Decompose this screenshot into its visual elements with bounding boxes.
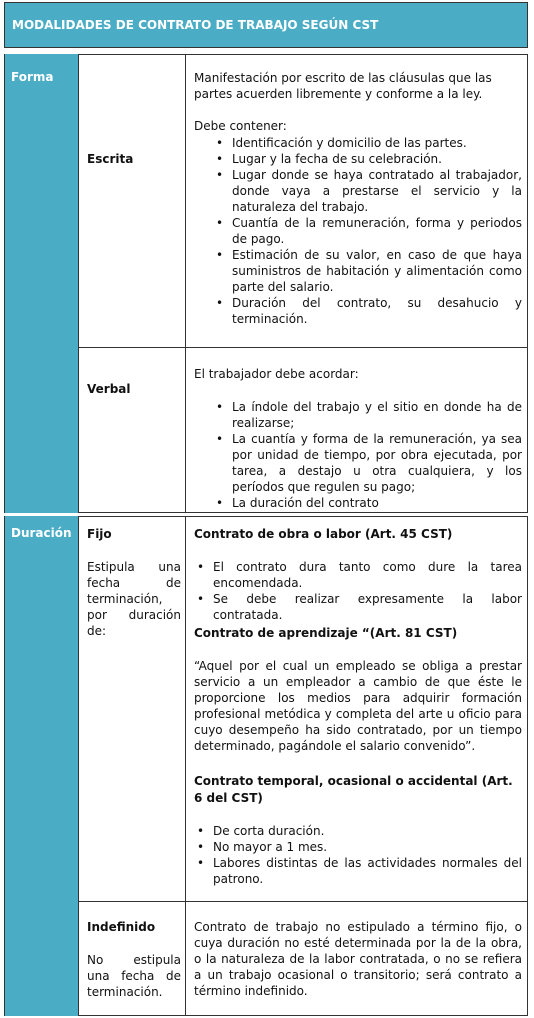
subtype-label-indefinido: Indefinido [87,920,156,934]
list-item: • El contrato dura tanto como dure la tarea encomendada. [194,559,522,591]
content-cell-verbal [185,347,528,513]
verbal-list [213,399,522,511]
table-header [4,2,528,48]
category-duracion [4,516,78,1016]
subtype-label-verbal: Verbal [87,382,131,396]
category-label-forma: Forma [11,70,54,84]
list-item: • Duración del contrato, su desahucio y terminación. [213,295,522,327]
temporal-list [194,823,522,887]
obra-title: Contrato de obra o labor (Art. 45 CST) [194,527,453,541]
list-item: • De corta duración. [194,823,522,839]
obra-list [194,559,522,623]
content-cell-escrita [185,54,528,348]
subtype-cell-escrita [78,54,186,348]
content-cell-fijo [185,516,528,902]
verbal-lead: El trabajador debe acordar: [194,367,359,381]
escrita-list [213,135,522,327]
escrita-intro: Manifestación por escrito de las cláusulas que las partes acuerden libremente y conforme a la ley. [194,71,492,101]
indefinido-description: No estipula una fecha de terminación. [87,953,181,999]
list-item: • Labores distintas de las actividades normales del patrono. [194,855,522,887]
list-item: • Identificación y domicilio de las partes. [213,135,522,151]
list-item: • Cuantía de la remuneración, forma y periodos de pago. [213,215,522,247]
aprendizaje-text: “Aquel por el cual un empleado se obliga a prestar servicio a un empleador a cambio de que éste le proporcione los medios para adquirir formación profesional metódica y completa del arte u oficio para cuyo desempeño ha sido contratado, por un tiempo determinado, pagándole el salario convenido”. [194,659,522,753]
category-label-duracion: Duración [11,526,72,540]
content-cell-indefinido [185,901,528,1016]
list-item: • La cuantía y forma de la remuneración, ya sea por unidad de tiempo, por obra ejecutada, por tarea, a destajo u otra cualquiera, y los períodos que regulen su pago; [213,431,522,495]
list-item: • La índole del trabajo y el sitio en donde ha de realizarse; [213,399,522,431]
escrita-lead: Debe contener: [194,119,287,133]
list-item: • La duración del contrato [213,495,522,511]
subtype-label-escrita: Escrita [87,152,134,166]
subtype-cell-fijo [78,516,186,902]
aprendizaje-title: Contrato de aprendizaje “(Art. 81 CST) [194,626,458,640]
list-item: • No mayor a 1 mes. [194,839,522,855]
subtype-cell-verbal [78,347,186,513]
table-title: MODALIDADES DE CONTRATO DE TRABAJO SEGÚN CST [12,18,379,32]
list-item: • Se debe realizar expresamente la labor contratada. [194,591,522,623]
contract-table [4,2,528,1016]
subtype-label-fijo: Fijo [87,527,112,541]
subtype-cell-indefinido [78,901,186,1016]
list-item: • Lugar y la fecha de su celebración. [213,151,522,167]
category-forma [4,54,78,513]
list-item: • Lugar donde se haya contratado al trabajador, donde vaya a prestarse el servicio y la naturaleza del trabajo. [213,167,522,215]
fijo-description: Estipula una fecha de terminación, por duración de: [87,560,181,638]
indefinido-text: Contrato de trabajo no estipulado a término fijo, o cuya duración no esté determinada por la de la obra, o la naturaleza de la labor contratada, o no se refiera a un trabajo ocasional o transitorio; será contrato a término indefinido. [194,920,522,998]
temporal-title: Contrato temporal, ocasional o accidental (Art. 6 del CST) [194,774,513,805]
list-item: • Estimación de su valor, en caso de que haya suministros de habitación y alimentación como parte del salario. [213,247,522,295]
